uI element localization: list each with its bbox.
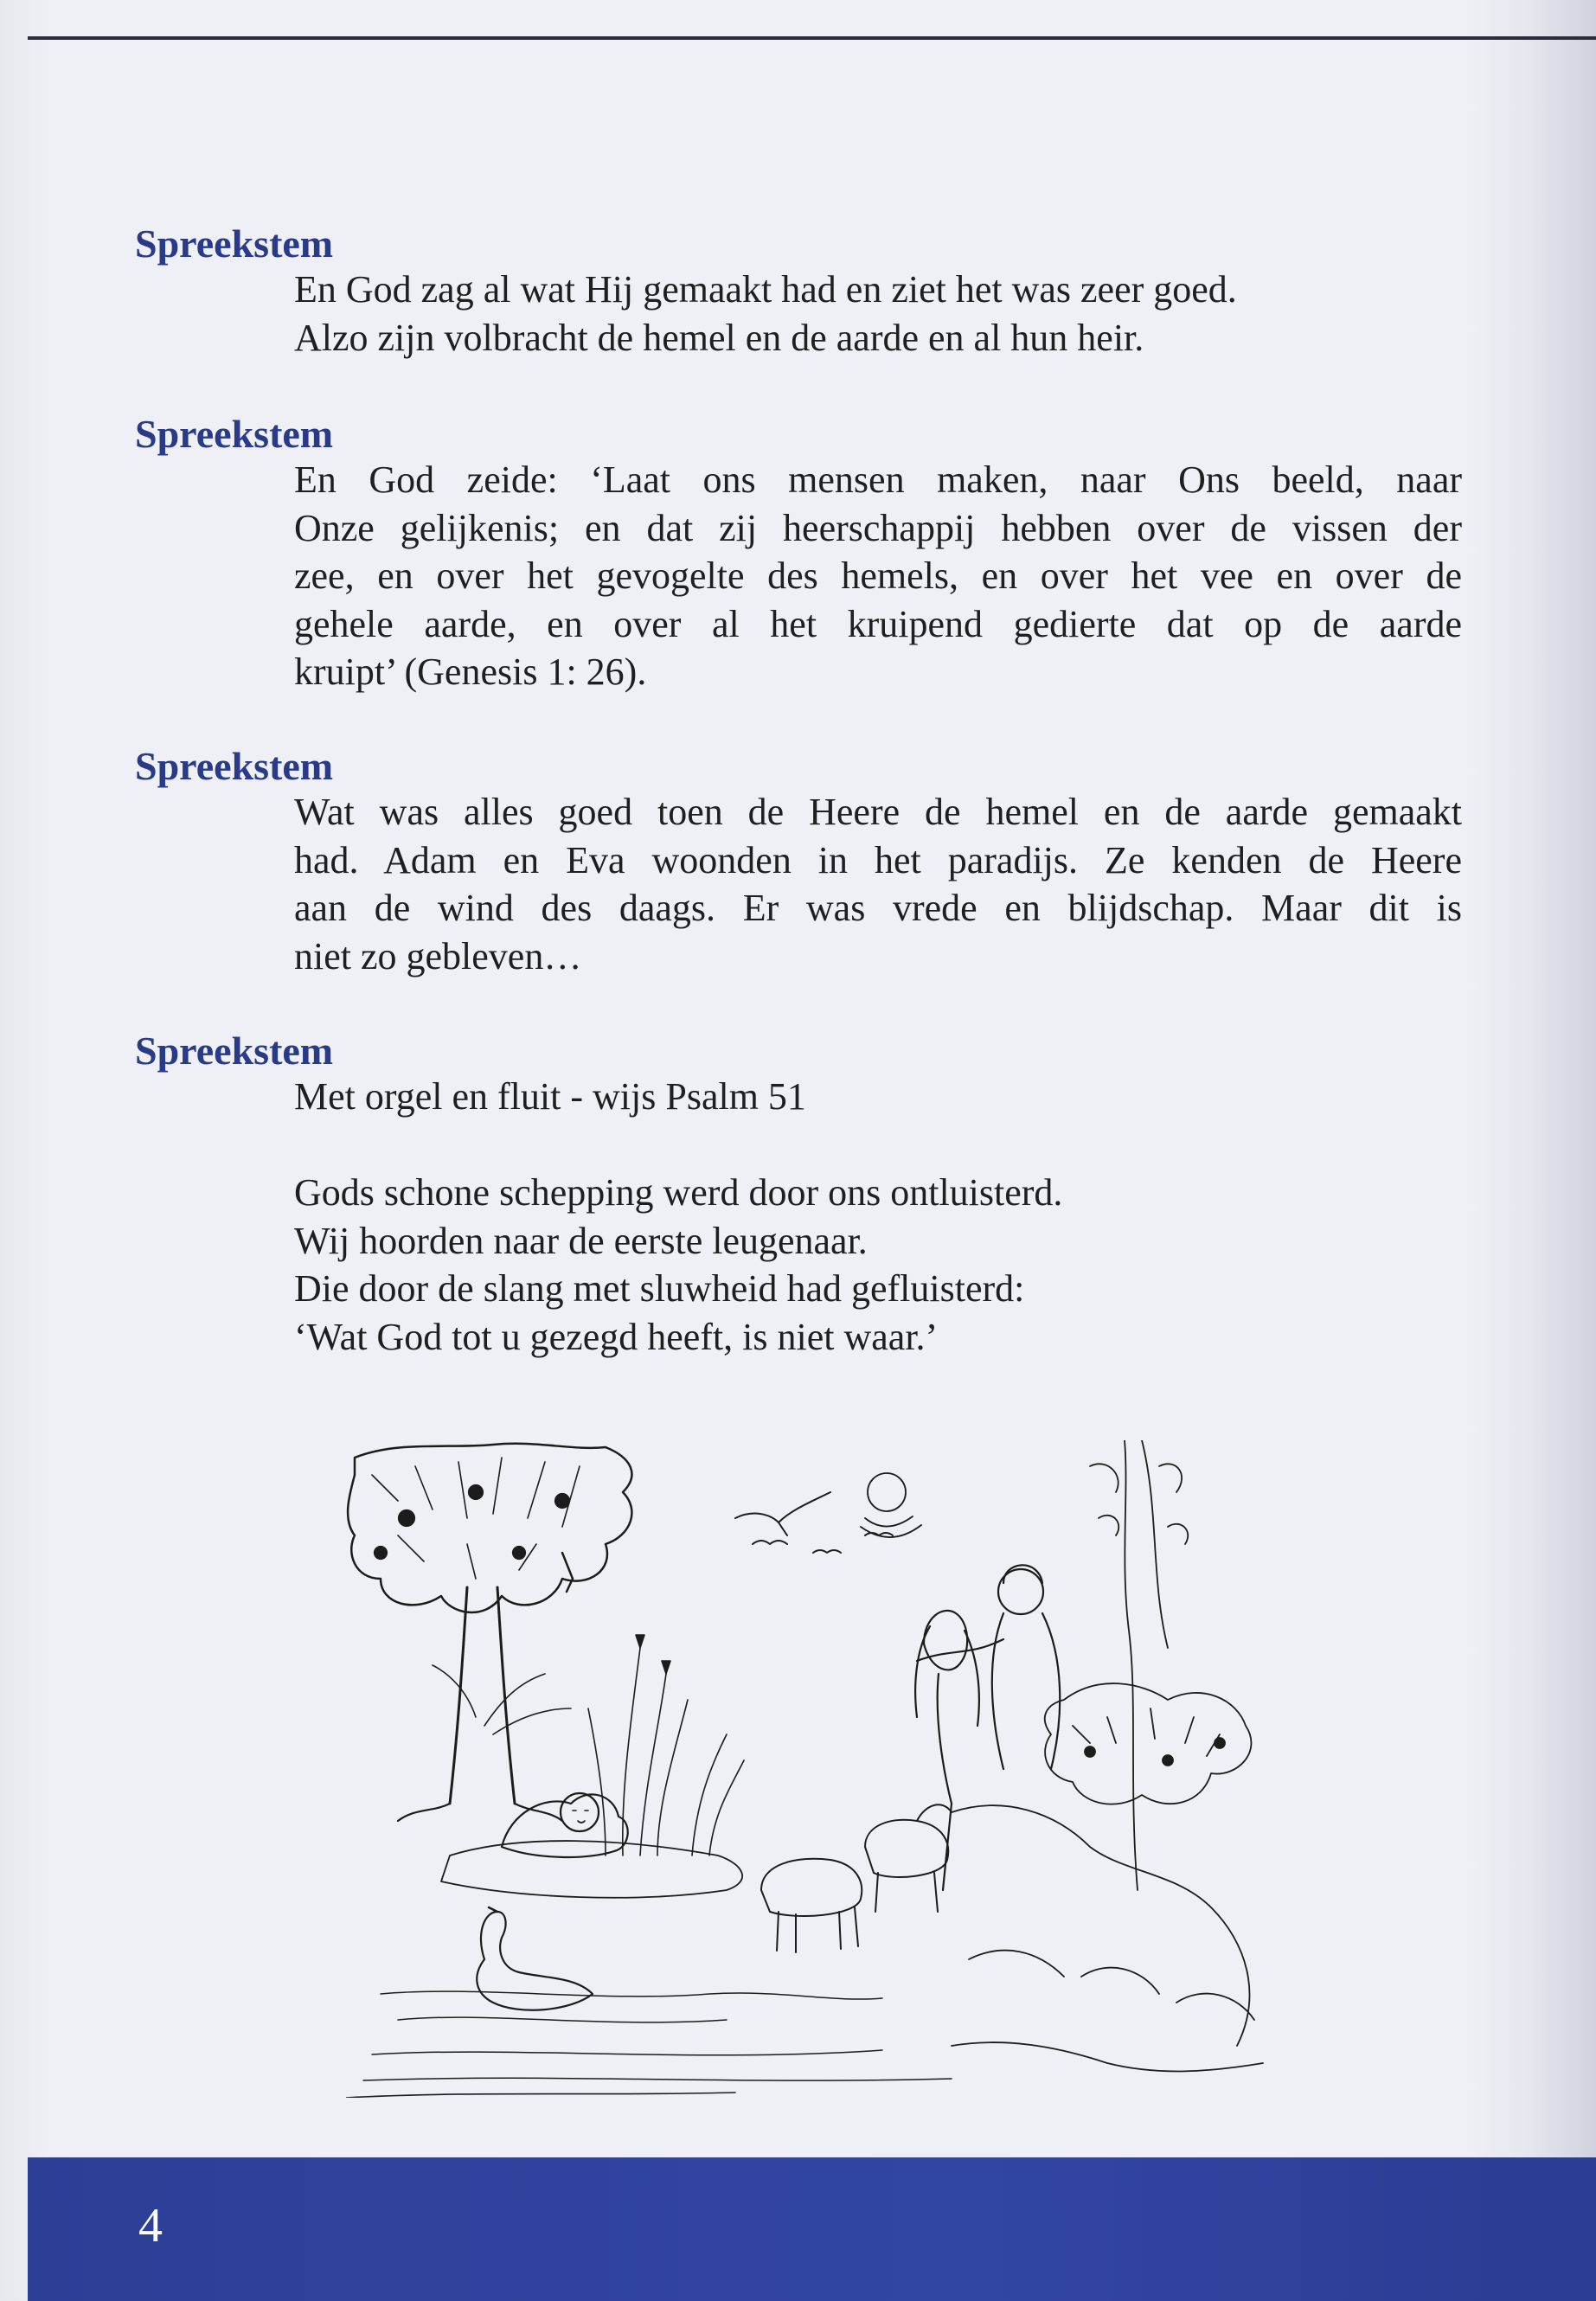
section-1-text <box>294 266 1462 362</box>
section-3-text <box>294 788 1462 980</box>
verse-line: Wij hoorden naar de eerste leugenaar. <box>294 1219 868 1262</box>
left-tree <box>348 1444 631 1821</box>
verse-line: Die door de slang met sluwheid had gefluisterd: <box>294 1267 1025 1310</box>
sun <box>861 1473 921 1537</box>
rocks <box>441 1841 742 1898</box>
top-rule <box>28 36 1596 40</box>
reeds <box>433 1635 744 1856</box>
text-line: Alzo zijn volbracht de hemel en de aarde en al hun heir. <box>294 316 1144 359</box>
ground-line <box>346 2093 735 2098</box>
speaker-label-1: Spreekstem <box>135 221 334 266</box>
speaker-label-4: Spreekstem <box>135 1029 334 1073</box>
text-line: niet zo gebleven… <box>294 934 582 977</box>
section-4-verse <box>294 1169 1462 1361</box>
text-line: had. Adam en Eva woonden in het paradijs. Ze kenden de Heere <box>294 838 1462 881</box>
right-foliage <box>952 1440 1263 2071</box>
verse-line: Gods schone schepping werd door ons ontluisterd. <box>294 1171 1063 1214</box>
section-4-instruction <box>294 1073 1462 1121</box>
text-line: aan de wind des daags. Er was vrede en blijdschap. Maar dit is <box>294 887 1462 929</box>
lion <box>502 1793 628 1857</box>
verse-line: ‘Wat God tot u gezegd heeft, is niet waar.’ <box>294 1315 939 1358</box>
speaker-label-2: Spreekstem <box>135 412 334 456</box>
footer-bar <box>28 2157 1596 2301</box>
section-2-text <box>294 456 1462 696</box>
page-number: 4 <box>138 2199 163 2253</box>
text-line: kruipt’ (Genesis 1: 26). <box>294 651 647 693</box>
text-line: Wat was alles goed toen de Heere de hemel en de aarde gemaakt <box>294 791 1462 833</box>
text-line: Onze gelijkenis; en dat zij heerschappij hebben over de vissen der <box>294 506 1462 549</box>
text-line: En God zeide: ‘Laat ons mensen maken, naar Ons beeld, naar <box>294 458 1462 501</box>
pond <box>363 1991 952 2080</box>
speaker-label-3: Spreekstem <box>135 744 334 788</box>
paradise-illustration <box>346 1440 1280 2098</box>
text-line: gehele aarde, en over al het kruipend gedierte dat op de aarde <box>294 602 1462 645</box>
sheep <box>761 1804 952 1952</box>
music-instruction: Met orgel en fluit - wijs Psalm 51 <box>294 1075 806 1118</box>
text-line: zee, en over het gevogelte des hemels, en over het vee en over de <box>294 554 1462 597</box>
adam-and-eve <box>915 1565 1060 1890</box>
text-line: En God zag al wat Hij gemaakt had en ziet het was zeer goed. <box>294 268 1237 311</box>
